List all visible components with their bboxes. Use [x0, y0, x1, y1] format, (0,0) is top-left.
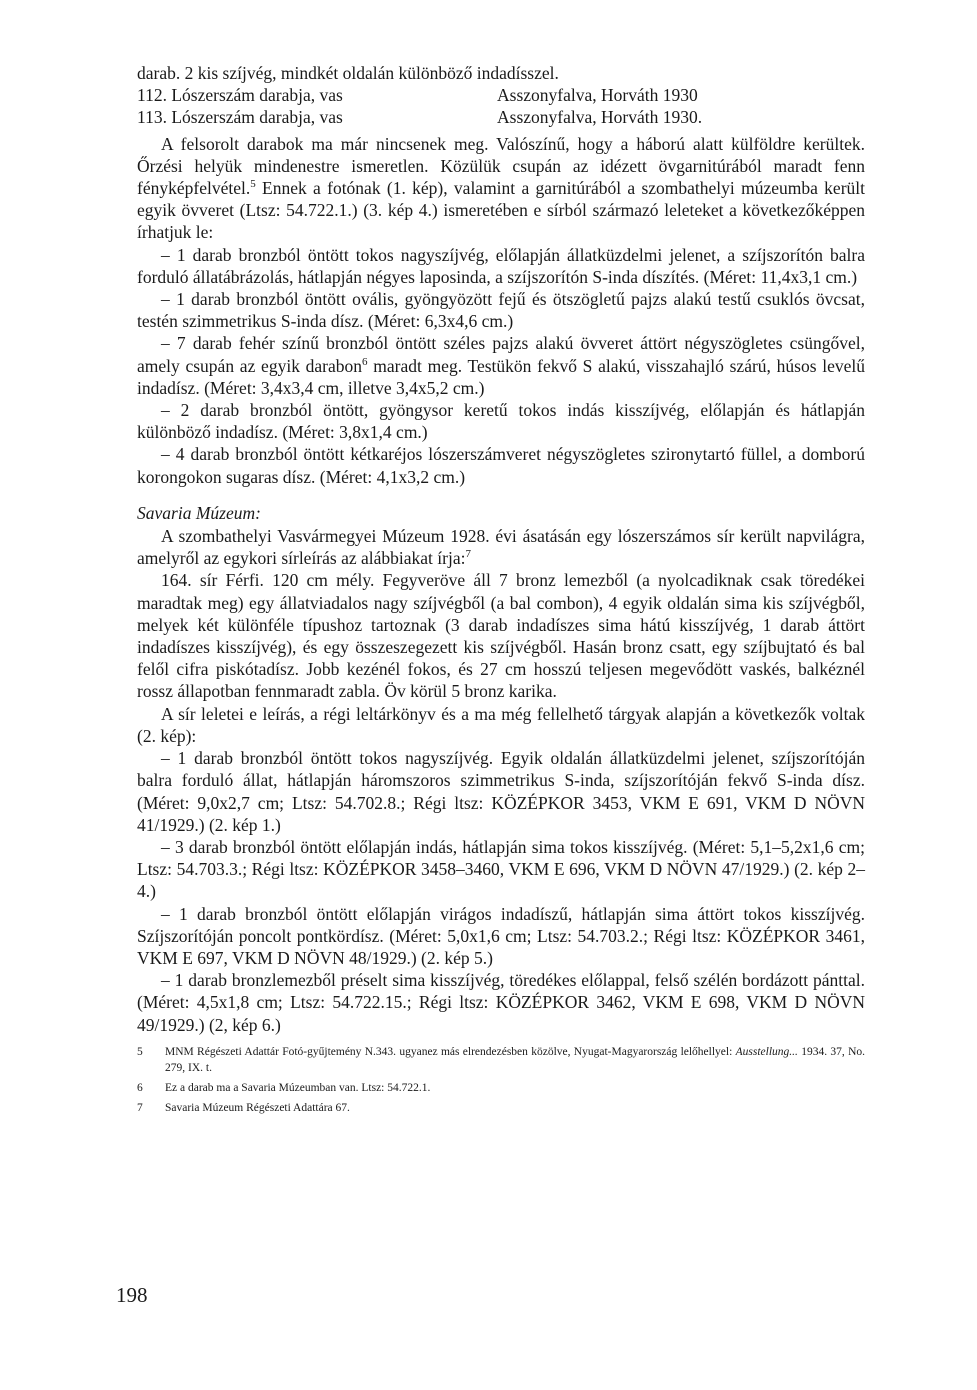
intro-text-tail: Ennek a fotónak (1. kép), valamint a garnitúrából a szombathelyi múzeumba került egyik övveret (Ltsz: 54.722.1.) (3. kép 4.) ismeretében e sírból származó leleteket a következőképpen írhatjuk le:	[137, 178, 865, 243]
section-paragraph-3: A sír leletei e leírás, a régi leltárkönyv és a ma még fellelhető tárgyak alapján a következők voltak (2. kép):	[137, 703, 865, 746]
find-item-5: – 4 darab bronzból öntött kétkaréjos lószerszámveret négyszögletes szironytartó füllel, a domború korongokon sugaras dísz. (Méret: 4,1x3,2 cm.)	[137, 444, 865, 487]
section-paragraph-1-text: A szombathelyi Vasvármegyei Múzeum 1928. évi ásatásán egy lószerszámos sír került napvilágra, amelyről az egykori sírleírás az alábbiakat írja:	[137, 526, 865, 569]
inventory-item-label: 113. Lószerszám darabja, vas	[137, 107, 343, 128]
footnotes	[137, 1044, 865, 1116]
inventory-item-112	[137, 84, 865, 106]
footnote-text: Ez a darab ma a Savaria Múzeumban van. Ltsz: 54.722.1.	[165, 1081, 431, 1094]
inventory-item-113	[137, 106, 865, 128]
page-number: 198	[116, 1283, 148, 1307]
intro-text: A felsorolt darabok ma már nincsenek meg. Valószínű, hogy a háború alatt külföldre kerültek. Őrzési helyük mindenestre ismeretlen. Közülük csupán az idézett övgarnitúrából maradt fenn fényképfelvétel.	[137, 133, 865, 199]
find-item-3-text-tail: maradt meg. Testükön fekvő S alakú, visszahajló szárú, húsos levelű indadísz. (Méret: 3,4x3,4 cm, illetve 3,4x5,2 cm.)	[137, 355, 865, 398]
footnote-ref-7: 7	[465, 548, 471, 561]
footnote-text-part: MNM Régészeti Adattár Fotó-gyűjtemény N.343. ugyanez más elrendezésben közölve, Nyugat-Magyarország lelőhellyel:	[165, 1045, 736, 1058]
footnote-ref-5: 5	[250, 178, 256, 191]
grave-description: 164. sír Férfi. 120 cm mély. Fegyveröve áll 7 bronz lemezből (a nyolcadiknak csak töredékei maradtak meg) egy állatviadalos nagy szíjvégből (a bal combon), 4 egyik oldalán sima kis szíjvégből, melyek két különféle típushoz tartoznak (3 darab indadíszes sima hátú kisszíjvég, 1 darab áttört indadíszes kisszíjvég), és egy összeszegezett kis szíjvégből. Hasán bronz csatt, egy szíjbujtató és bal felől cifra piskótadísz. Jobb kezénél fokos, és 27 cm hosszú teljesen megevődött vaskés, balkéznél rossz állapotban fennmaradt zabla. Öv körül 5 bronz karika.	[137, 570, 865, 702]
footnote-text-part: 1934. 37, No. 279, IX. t.	[165, 1045, 865, 1074]
section-paragraph-1	[137, 525, 865, 569]
grave-item-4: – 1 darab bronzlemezből préselt sima kisszíjvég, töredékes előlappal, felső szélén bordázott pánttal. (Méret: 4,5x1,8 cm; Ltsz: 54.722.15.; Régi ltsz: KÖZÉPKOR 3462, VKM E 698, VKM D NÖVN 49/1929.) (2, kép 6.)	[137, 970, 865, 1035]
footnote-6	[137, 1080, 865, 1096]
footnote-italic-title: Ausstellung...	[735, 1045, 798, 1058]
footnote-text: Savaria Múzeum Régészeti Adattára 67.	[165, 1101, 350, 1114]
inventory-item-label: 112. Lószerszám darabja, vas	[137, 85, 343, 106]
inventory-item-source: Asszonyfalva, Horváth 1930.	[497, 107, 703, 128]
intro-paragraph	[137, 133, 865, 244]
footnote-number: 5	[137, 1045, 143, 1058]
footnote-number: 7	[137, 1101, 143, 1114]
find-item-2: – 1 darab bronzból öntött ovális, gyöngyözött fejű és ötszögletű pajzs alakú testű csuklós övcsat, testén szimmetrikus S-inda dísz. (Méret: 6,3x4,6 cm.)	[137, 289, 865, 332]
find-item-3	[137, 332, 865, 399]
footnote-text	[165, 1044, 865, 1076]
footnote-5	[137, 1044, 865, 1076]
page-content	[137, 62, 865, 1120]
find-item-3-text: – 7 darab fehér színű bronzból öntött széles pajzs alakú övveret áttört négyszögletes csüngővel, amely csupán az egyik darabon	[137, 333, 865, 376]
grave-item-1: – 1 darab bronzból öntött tokos nagyszíjvég. Egyik oldalán állatküzdelmi jelenet, szíjszorítóján balra forduló állat, hátlapján háromszoros szimmetrikus S-inda, szíjszorítóján fekvő S-inda dísz. (Méret: 9,0x2,7 cm; Ltsz: 54.702.8.; Régi ltsz: KÖZÉPKOR 3453, VKM E 691, VKM D NÖVN 41/1929.) (2. kép 1.)	[137, 748, 865, 835]
footnote-ref-6: 6	[362, 355, 368, 368]
footnote-7	[137, 1100, 865, 1116]
grave-item-3: – 1 darab bronzból öntött előlapján virágos indadíszű, hátlapján sima áttört tokos kisszíjvég. Szíjszorítóján poncolt pontkördísz. (Méret: 5,0x1,6 cm; Ltsz: 54.703.2.; Régi ltsz: KÖZÉPKOR 3461, VKM E 697, VKM D NÖVN 48/1929.) (2. kép 5.)	[137, 903, 865, 968]
continuation-line: darab. 2 kis szíjvég, mindkét oldalán különböző indadísszel.	[137, 63, 559, 83]
find-item-1: – 1 darab bronzból öntött tokos nagyszíjvég, előlapján állatküzdelmi jelenet, a szíjszorítón balra forduló állatábrázolás, hátlapján négyes laposinda, a szíjszorítón S-inda díszítés. (Méret: 11,4x3,1 cm.)	[137, 244, 865, 287]
inventory-item-source: Asszonyfalva, Horváth 1930	[497, 85, 698, 106]
section-heading: Savaria Múzeum:	[137, 502, 261, 523]
grave-item-2: – 3 darab bronzból öntött előlapján indás, hátlapján sima tokos kisszíjvég. (Méret: 5,1–5,2x1,6 cm; Ltsz: 54.703.3.; Régi ltsz: KÖZÉPKOR 3458–3460, VKM E 696, VKM D NÖVN 47/1929.) (2. kép 2–4.)	[137, 836, 865, 902]
find-item-4: – 2 darab bronzból öntött, gyöngysor keretű tokos indás kisszíjvég, előlapján és hátlapján különböző indadísz. (Méret: 3,8x1,4 cm.)	[137, 400, 865, 443]
footnote-number: 6	[137, 1081, 143, 1094]
